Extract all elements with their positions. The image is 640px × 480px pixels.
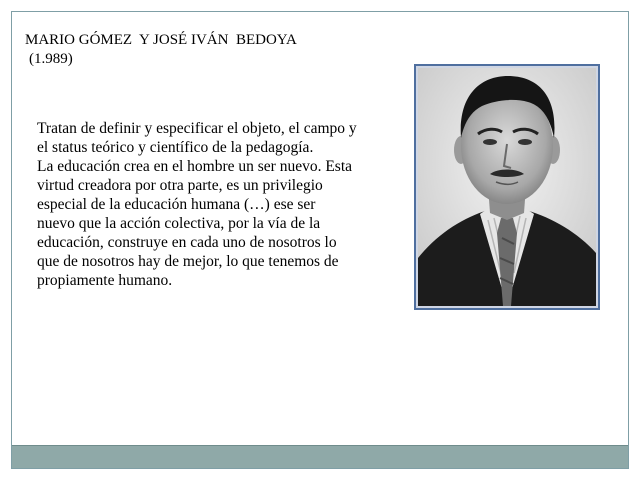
paragraph-2: La educación crea en el hombre un ser nuevo. Esta virtud creadora por otra parte, es un privilegio especial de la educación humana (…) ese ser nuevo que la acción colectiva, por la vía de la educación, construye en cada uno de nosotros lo que de nosotros hay de mejor, lo que tenemos de propiamente humano.	[37, 158, 353, 289]
paragraph-1: Tratan de definir y especificar el objeto, el campo y el status teórico y científico de la pedagogía.	[37, 120, 357, 156]
portrait-photo	[414, 64, 600, 310]
title-year: (1.989)	[29, 51, 73, 67]
footer-bar	[12, 445, 628, 468]
slide-title	[25, 31, 297, 69]
slide	[11, 11, 629, 469]
portrait-photo-icon	[418, 68, 596, 306]
body-text	[37, 119, 357, 290]
title-name: MARIO GÓMEZ Y JOSÉ IVÁN BEDOYA	[25, 32, 297, 48]
